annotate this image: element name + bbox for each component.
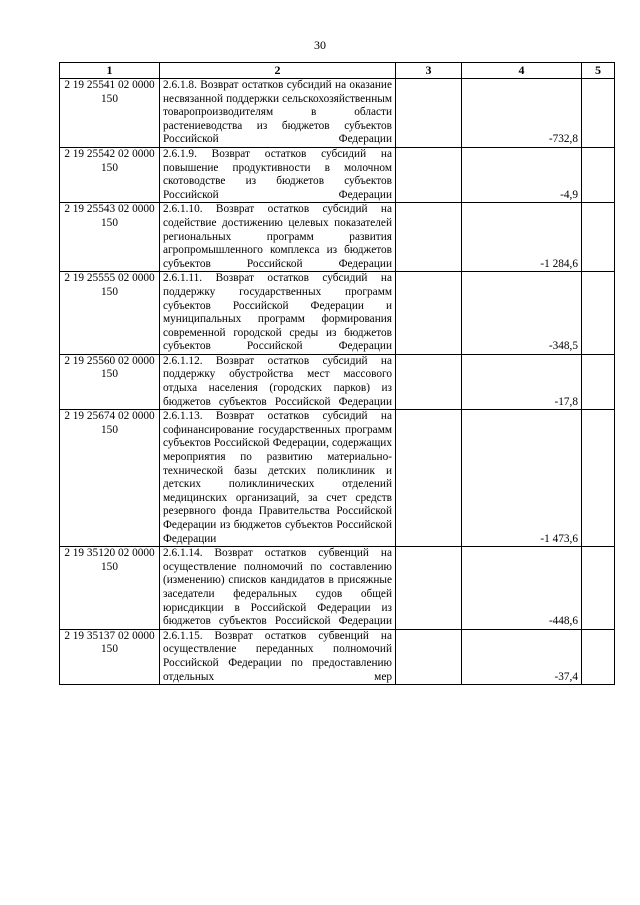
column-5-cell [582,629,615,684]
column-5-cell [582,147,615,202]
description-cell: 2.6.1.15. Возврат остатков субвенций на осуществление переданных полномочий Российской Федерации по предоставлению отдельных мер [160,629,396,684]
description-cell: 2.6.1.12. Возврат остатков субсидий на поддержку обустройства мест массового отдыха населения (городских парков) из бюджетов субъектов Российской Федерации [160,354,396,409]
budget-code-cell: 2 19 25555 02 0000 150 [60,272,160,355]
column-header-2: 2 [160,63,396,79]
table-row [60,354,615,409]
table-row [60,203,615,272]
column-header-4: 4 [462,63,582,79]
column-3-cell [396,203,462,272]
amount-cell: -37,4 [462,629,582,684]
column-5-cell [582,203,615,272]
column-5-cell [582,272,615,355]
budget-code-cell: 2 19 25560 02 0000 150 [60,354,160,409]
amount-cell: -1 473,6 [462,410,582,547]
table-row [60,147,615,202]
amount-cell: -348,5 [462,272,582,355]
amount-cell: -448,6 [462,547,582,630]
budget-code-cell: 2 19 25542 02 0000 150 [60,147,160,202]
table-row [60,547,615,630]
column-3-cell [396,629,462,684]
description-cell: 2.6.1.9. Возврат остатков субсидий на повышение продуктивности в молочном скотоводстве из бюджетов субъектов Российской Федерации [160,147,396,202]
column-3-cell [396,272,462,355]
column-header-1: 1 [60,63,160,79]
table-body [60,79,615,685]
column-3-cell [396,147,462,202]
amount-cell: -4,9 [462,147,582,202]
table-row [60,629,615,684]
budget-code-cell: 2 19 25674 02 0000 150 [60,410,160,547]
table-row [60,410,615,547]
page-number: 30 [314,38,326,52]
column-3-cell [396,354,462,409]
description-cell: 2.6.1.14. Возврат остатков субвенций на осуществление полномочий по составлению (изменению) списков кандидатов в присяжные заседатели федеральных судов общей юрисдикции в Российской Федерации из бюджетов субъектов Российской Федерации [160,547,396,630]
description-cell: 2.6.1.10. Возврат остатков субсидий на содействие достижению целевых показателей региональных программ развития агропромышленного комплекса из бюджетов субъектов Российской Федерации [160,203,396,272]
column-5-cell [582,547,615,630]
column-header-3: 3 [396,63,462,79]
amount-cell: -1 284,6 [462,203,582,272]
budget-code-cell: 2 19 25543 02 0000 150 [60,203,160,272]
amount-cell: -17,8 [462,354,582,409]
column-header-5: 5 [582,63,615,79]
column-3-cell [396,547,462,630]
column-5-cell [582,410,615,547]
description-cell: 2.6.1.13. Возврат остатков субсидий на софинансирование государственных программ субъектов Российской Федерации, содержащих мероприятия по развитию материально-технической базы детских поликлиник и детских поликлинических отделений медицинских организаций, за счет средств резервного фонда Правительства Российской Федерации из бюджетов субъектов Российской Федерации [160,410,396,547]
table-row [60,79,615,148]
column-5-cell [582,79,615,148]
budget-code-cell: 2 19 35120 02 0000 150 [60,547,160,630]
description-cell: 2.6.1.8. Возврат остатков субсидий на оказание несвязанной поддержки сельскохозяйственным товаропроизводителям в области растениеводства из бюджетов субъектов Российской Федерации [160,79,396,148]
amount-cell: -732,8 [462,79,582,148]
budget-table [59,62,615,685]
column-3-cell [396,79,462,148]
table-row [60,272,615,355]
description-cell: 2.6.1.11. Возврат остатков субсидий на поддержку государственных программ субъектов Российской Федерации и муниципальных программ формирования современной городской среды из бюджетов субъектов Российской Федерации [160,272,396,355]
column-3-cell [396,410,462,547]
column-5-cell [582,354,615,409]
budget-code-cell: 2 19 35137 02 0000 150 [60,629,160,684]
budget-code-cell: 2 19 25541 02 0000 150 [60,79,160,148]
table-header-row [60,63,615,79]
